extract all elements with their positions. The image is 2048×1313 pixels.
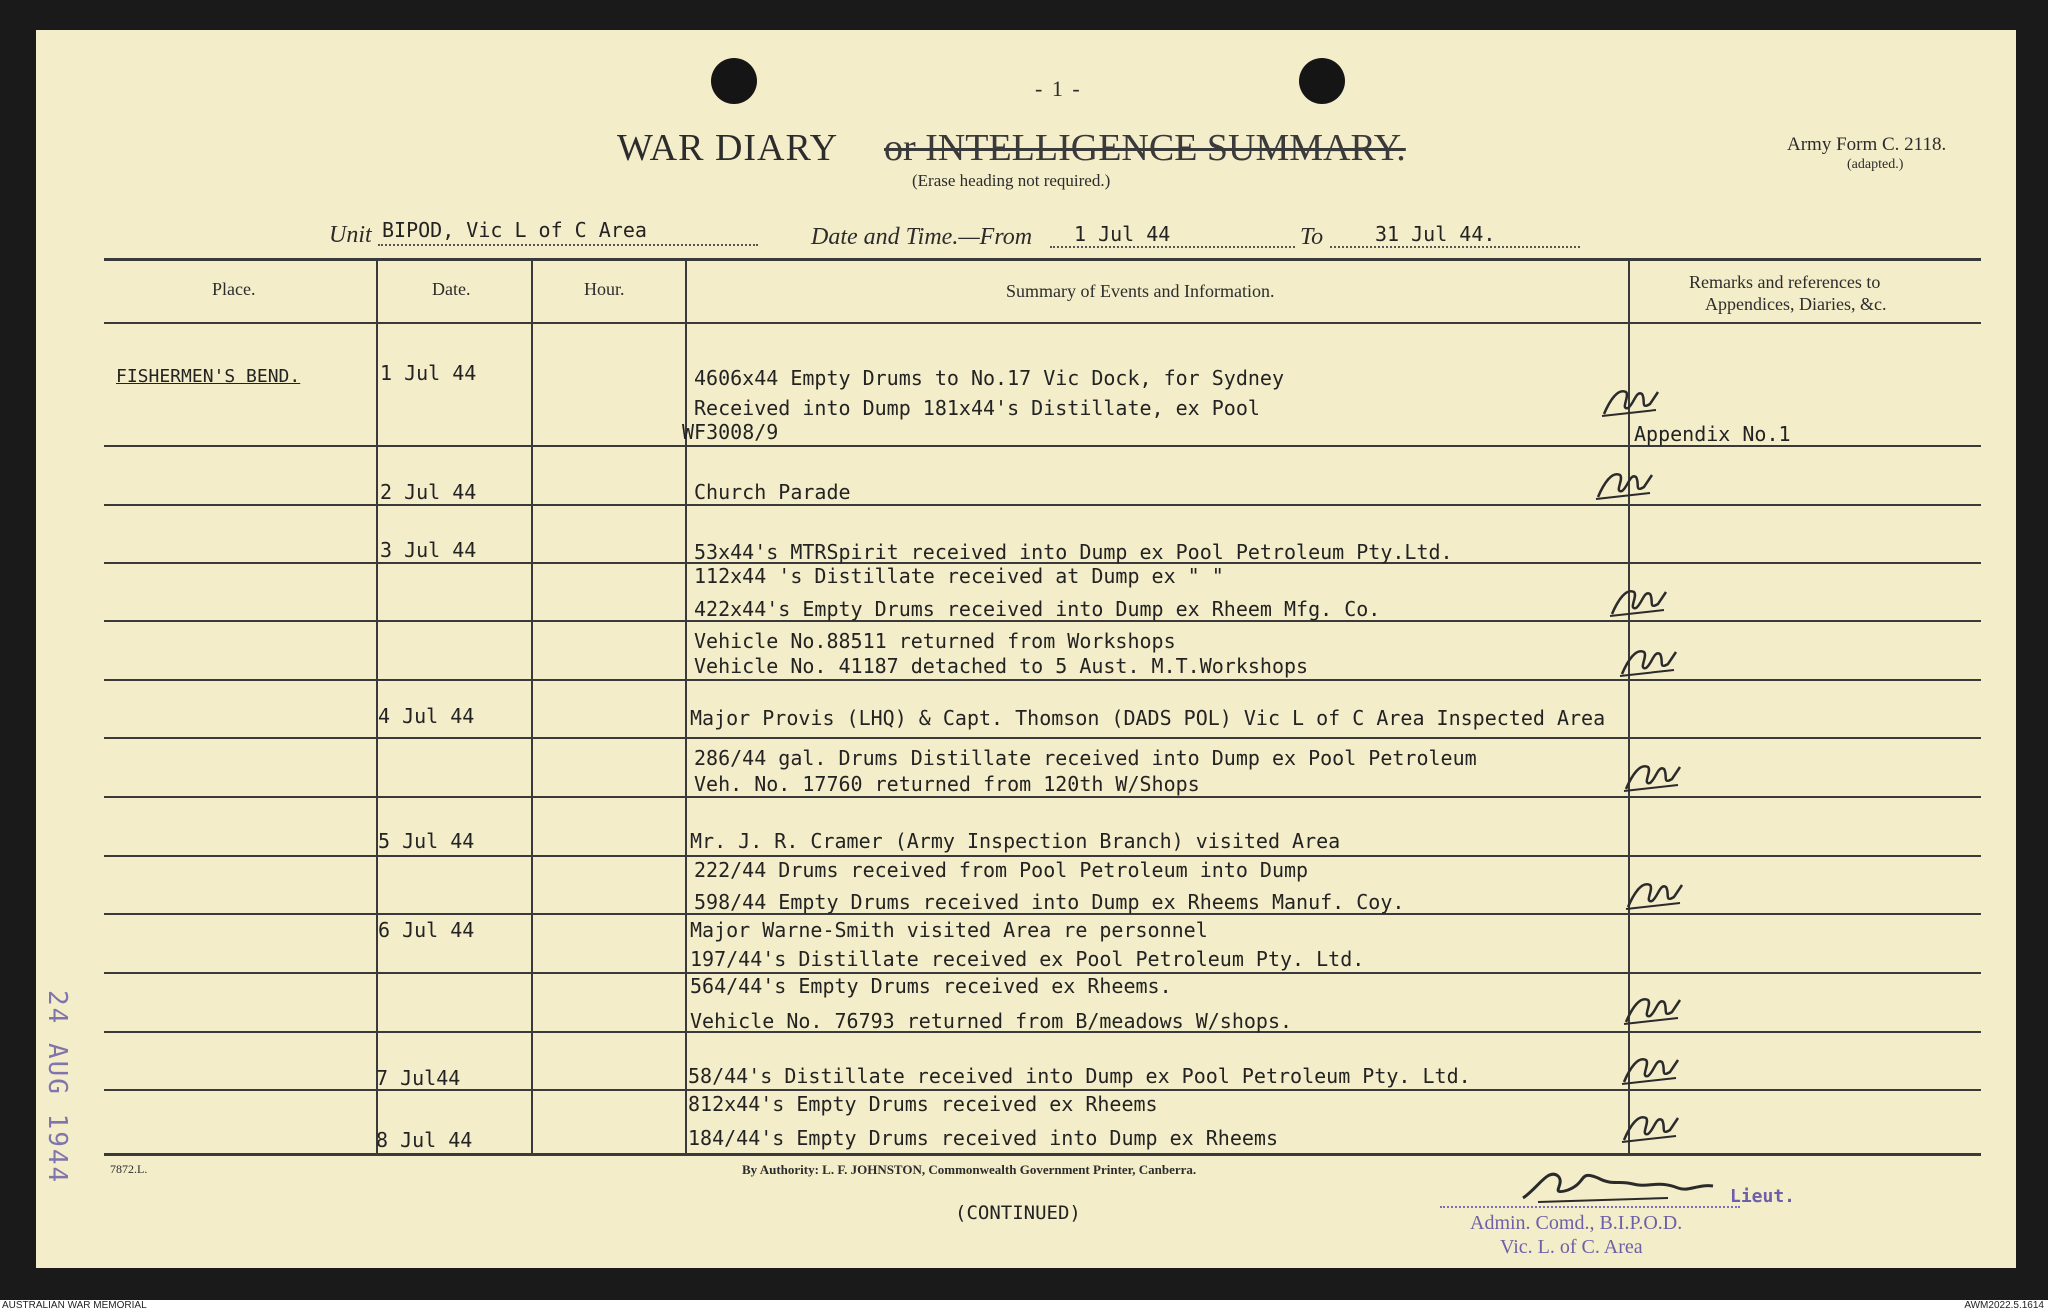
- initials-mark: [1624, 873, 1684, 913]
- date-to-value: 31 Jul 44.: [1375, 222, 1496, 246]
- signature: [1518, 1158, 1718, 1208]
- continued-note: (CONTINUED): [955, 1202, 1081, 1224]
- entry-line: 184/44's Empty Drums received into Dump ex Rheems: [688, 1126, 1279, 1150]
- entry-line: Major Warne-Smith visited Area re personnel: [690, 918, 1208, 942]
- column-header-remarks: Appendices, Diaries, &c.: [1705, 294, 1887, 314]
- entry-line: 564/44's Empty Drums received ex Rheems.: [690, 974, 1172, 998]
- row-rule: [104, 855, 1981, 857]
- date-from-label: Date and Time.—From: [811, 224, 1033, 250]
- signoff-stamp-line2: Vic. L. of C. Area: [1500, 1236, 1643, 1258]
- entry-line: Church Parade: [694, 480, 851, 504]
- entry-line: 286/44 gal. Drums Distillate received into Dump ex Pool Petroleum: [694, 746, 1477, 770]
- date-cell: 5 Jul 44: [378, 829, 475, 853]
- entry-line: 598/44 Empty Drums received into Dump ex Rheems Manuf. Coy.: [694, 890, 1405, 914]
- form-id: Army Form C. 2118.: [1787, 134, 1947, 155]
- entry-line: 812x44's Empty Drums received ex Rheems: [688, 1092, 1158, 1116]
- entry-line: 58/44's Distillate received into Dump ex Pool Petroleum Pty. Ltd.: [688, 1064, 1471, 1088]
- initials-mark: [1600, 380, 1660, 420]
- initials-mark: [1618, 640, 1678, 680]
- column-divider: [531, 260, 533, 1154]
- entry-line: Vehicle No. 41187 detached to 5 Aust. M.T.Workshops: [694, 654, 1309, 678]
- archive-label: AUSTRALIAN WAR MEMORIAL: [2, 1300, 147, 1311]
- signoff-stamp-line1: Admin. Comd., B.I.P.O.D.: [1470, 1212, 1683, 1234]
- entry-line: 222/44 Drums received from Pool Petroleum into Dump: [694, 858, 1309, 882]
- entry-line: 112x44 's Distillate received at Dump ex " ": [694, 564, 1224, 588]
- row-rule: [104, 796, 1981, 798]
- from-dotted-line: [1050, 246, 1295, 248]
- appendix-reference: Appendix No.1: [1634, 422, 1791, 446]
- initials-mark: [1594, 463, 1654, 503]
- row-rule: [104, 504, 1981, 506]
- date-cell: 4 Jul 44: [378, 704, 475, 728]
- unit-value: BIPOD, Vic L of C Area: [382, 218, 647, 242]
- punch-hole-left: [711, 58, 757, 104]
- column-header-remarks: Remarks and references to: [1689, 272, 1881, 292]
- unit-dotted-line: [378, 244, 758, 246]
- archive-strip: [0, 1300, 2048, 1313]
- column-header-date: Date.: [432, 279, 471, 299]
- initials-mark: [1620, 1106, 1680, 1146]
- initials-mark: [1620, 1048, 1680, 1088]
- column-header-summary: Summary of Events and Information.: [1006, 281, 1275, 301]
- table-bottom-rule: [104, 1153, 1981, 1156]
- page-number: - 1 -: [1035, 76, 1082, 101]
- heading-note: (Erase heading not required.): [912, 171, 1111, 190]
- entry-line: Received into Dump 181x44's Distillate, ex Pool: [694, 396, 1260, 420]
- date-to-label: To: [1300, 224, 1324, 250]
- column-header-place: Place.: [212, 279, 256, 299]
- entry-line: 4606x44 Empty Drums to No.17 Vic Dock, for Sydney: [694, 366, 1285, 390]
- struck-heading: or INTELLIGENCE SUMMARY.: [884, 127, 1406, 169]
- date-cell: 6 Jul 44: [378, 918, 475, 942]
- initials-mark: [1622, 755, 1682, 795]
- punch-hole-right: [1299, 58, 1345, 104]
- to-dotted-line: [1330, 246, 1580, 248]
- place-entry: FISHERMEN'S BEND.: [116, 366, 301, 387]
- initials-mark: [1608, 580, 1668, 620]
- page-title: WAR DIARY: [617, 127, 839, 169]
- date-cell: 3 Jul 44: [380, 538, 477, 562]
- unit-label: Unit: [329, 222, 372, 248]
- date-cell: 7 Jul44: [376, 1066, 461, 1090]
- rank-stamp: Lieut.: [1730, 1186, 1796, 1207]
- entry-line: Major Provis (LHQ) & Capt. Thomson (DADS POL) Vic L of C Area Inspected Area: [690, 706, 1606, 730]
- row-rule: [104, 322, 1981, 324]
- form-code: 7872.L.: [110, 1162, 148, 1176]
- date-cell: 8 Jul 44: [376, 1128, 473, 1152]
- date-cell: 2 Jul 44: [380, 480, 477, 504]
- entry-line: Veh. No. 17760 returned from 120th W/Shops: [694, 772, 1200, 796]
- entry-line: 422x44's Empty Drums received into Dump ex Rheem Mfg. Co.: [694, 597, 1381, 621]
- initials-mark: [1622, 988, 1682, 1028]
- column-divider: [685, 260, 687, 1154]
- received-date-stamp: 24 AUG 1944: [42, 990, 72, 1185]
- date-from-value: 1 Jul 44: [1074, 222, 1171, 246]
- entry-line: Mr. J. R. Cramer (Army Inspection Branch) visited Area: [690, 829, 1341, 853]
- entry-line: Vehicle No.88511 returned from Workshops: [694, 629, 1176, 653]
- signature-dotted-line: [1440, 1206, 1740, 1208]
- entry-line: 53x44's MTRSpirit received into Dump ex Pool Petroleum Pty.Ltd.: [694, 540, 1453, 564]
- entry-line: Vehicle No. 76793 returned from B/meadows W/shops.: [690, 1009, 1293, 1033]
- row-rule: [104, 737, 1981, 739]
- entry-line: WF3008/9: [682, 420, 779, 444]
- row-rule: [104, 679, 1981, 681]
- archive-id: AWM2022.5.1614: [1964, 1300, 2044, 1311]
- column-header-hour: Hour.: [584, 279, 625, 299]
- entry-line: 197/44's Distillate received ex Pool Petroleum Pty. Ltd.: [690, 947, 1365, 971]
- form-note: (adapted.): [1847, 157, 1904, 172]
- printer-authority: By Authority: L. F. JOHNSTON, Commonwealth Government Printer, Canberra.: [742, 1162, 1197, 1177]
- date-cell: 1 Jul 44: [380, 361, 477, 385]
- table-top-rule: [104, 258, 1981, 261]
